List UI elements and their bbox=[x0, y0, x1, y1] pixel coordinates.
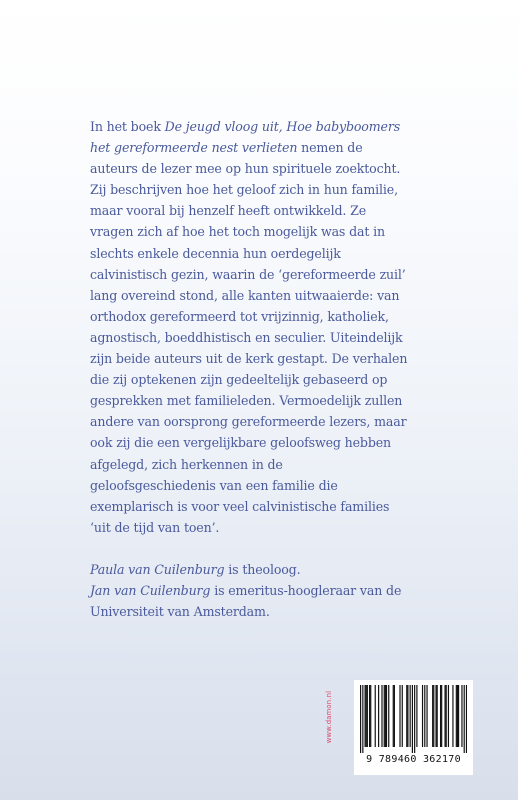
isbn-barcode bbox=[354, 680, 473, 775]
barcode-bar bbox=[399, 685, 400, 747]
barcode-bar bbox=[444, 685, 445, 747]
author-name: Jan van Cuilenburg bbox=[90, 582, 211, 598]
barcode-bar bbox=[466, 685, 467, 753]
barcode-bar bbox=[446, 685, 447, 747]
summary-text: nemen de auteurs de lezer mee op hun spirituele zoektocht. Zij beschrijven hoe het geloof zich in hun familie, maar vooral bij henzelf heeft ontwikkeld. Ze vragen zich af hoe het toch mogelijk was dat in slechts enkele decennia hun oerdegelijk calvinistisch gezin, waarin de ‘gereformeerde zuil’ lang overeind stond, alle kanten uitwaaierde: van orthodox gereformeerd tot vrijzinnig, katholiek, agnostisch, boeddhistisch en seculier. Uiteindelijk zijn beide auteurs uit de kerk gestapt. De verhalen die zij optekenen zijn gedeeltelijk gebaseerd op gesprekken met familieleden. Vermoedelijk zullen andere van oorsprong gereformeerde lezers, maar ook zij die een vergelijkbare geloofsweg hebben afgelegd, zich herkennen in de geloofsgeschiedenis van een familie die exemplarisch is voor veel calvinistische families ‘uit de tijd van toen’. bbox=[90, 140, 408, 535]
barcode-bar bbox=[365, 685, 366, 747]
barcode-bar bbox=[458, 685, 459, 747]
barcode-bar bbox=[457, 685, 458, 747]
barcode-bar bbox=[412, 685, 413, 753]
author-name: Paula van Cuilenburg bbox=[90, 561, 225, 577]
barcode-bar bbox=[406, 685, 407, 747]
barcode-bar bbox=[433, 685, 434, 747]
barcode-bar bbox=[360, 685, 361, 753]
barcode-bar bbox=[386, 685, 387, 747]
barcode-bar bbox=[381, 685, 382, 747]
barcode-bar bbox=[375, 685, 376, 747]
barcode-bar bbox=[441, 685, 442, 747]
barcode-bar bbox=[452, 685, 453, 747]
barcode-bar bbox=[388, 685, 389, 747]
barcode-bar bbox=[456, 685, 457, 747]
barcode-bar bbox=[410, 685, 411, 747]
barcode-bar bbox=[385, 685, 386, 747]
barcode-bar bbox=[461, 685, 462, 747]
barcode-bar bbox=[369, 685, 370, 747]
barcode-bar bbox=[407, 685, 408, 747]
barcode-bar bbox=[362, 685, 363, 753]
barcode-bar bbox=[416, 685, 417, 747]
author-line-2 bbox=[90, 580, 410, 622]
barcode-bar bbox=[432, 685, 433, 747]
summary-lead: In het boek bbox=[90, 119, 165, 134]
book-title: De jeugd vloog uit, Hoe babyboomers het gereformeerde nest verlieten bbox=[90, 119, 401, 156]
barcode-bar bbox=[426, 685, 427, 747]
isbn-digits: 9 789460 362170 bbox=[366, 754, 461, 765]
publisher-website: www.damon.nl bbox=[325, 690, 333, 744]
summary-paragraph bbox=[90, 116, 410, 538]
barcode-bar bbox=[448, 685, 449, 747]
barcode-bar bbox=[384, 685, 385, 747]
barcode-bar bbox=[393, 685, 394, 747]
barcode-bar bbox=[414, 685, 415, 753]
barcode-bar bbox=[366, 685, 367, 747]
author-description: is theoloog. bbox=[224, 561, 301, 577]
author-description: is emeritus-hoogleraar van de Universiteit van Amsterdam. bbox=[90, 582, 402, 620]
barcode-bar bbox=[367, 685, 368, 747]
barcode-bar bbox=[370, 685, 371, 747]
author-line-1 bbox=[90, 559, 410, 580]
back-cover-blurb bbox=[90, 116, 410, 622]
barcode-bar bbox=[422, 685, 423, 747]
barcode-bar bbox=[402, 685, 403, 747]
barcode-bar bbox=[437, 685, 438, 747]
barcode-bar bbox=[424, 685, 425, 747]
barcode-bar bbox=[440, 685, 441, 747]
barcode-bar bbox=[378, 685, 379, 747]
barcode-bar bbox=[464, 685, 465, 753]
barcode-bar bbox=[435, 685, 436, 747]
barcode-bars bbox=[360, 685, 467, 753]
barcode-bar bbox=[394, 685, 395, 747]
